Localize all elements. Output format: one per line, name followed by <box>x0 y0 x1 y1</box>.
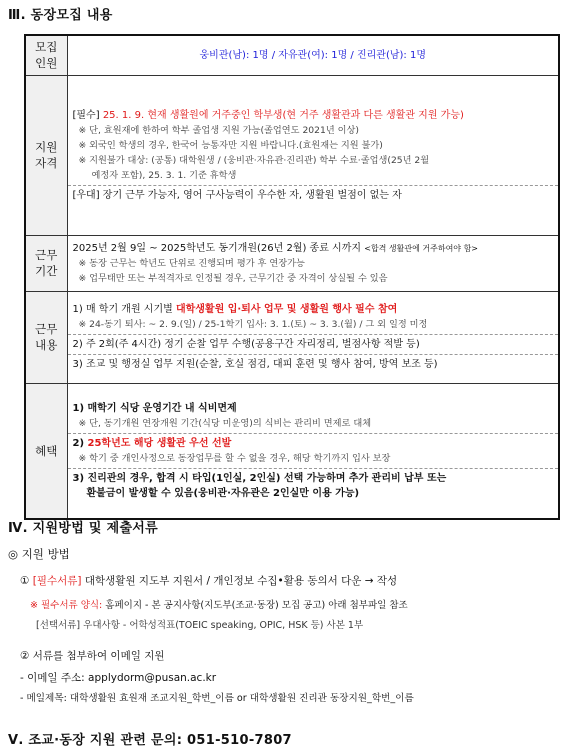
label-benefit-text: 혜택 <box>35 443 58 458</box>
duty-item-1 <box>73 302 554 317</box>
period-main <box>73 241 554 256</box>
period-note-1: ※ 동장 근무는 학년도 단위로 진행되며 평가 후 연장가능 <box>78 257 305 269</box>
benefit-item-3b: 환불금이 발생할 수 있음(웅비관·자유관은 2인실만 이용 가능) <box>86 487 360 499</box>
step-1-note <box>30 597 408 611</box>
step-1-note-red: ※ 필수서류 양식: <box>30 600 106 611</box>
step-1-tag: [필수서류] <box>32 575 82 587</box>
duty-item-2: 2) 주 2회(주 4시간) 정기 순찰 업무 수행(공용구간 자리정리, 벌점사항 적발 등) <box>72 339 420 350</box>
benefit-content <box>67 383 559 519</box>
qualification-note-1: ※ 단, 효원재에 한하여 학부 졸업생 지원 가능(졸업연도 2021년 이상) <box>78 124 359 136</box>
divider <box>68 185 559 186</box>
recruit-count: 웅비관(남): 1명 / 자유관(여): 1명 / 진리관(남): 1명 <box>67 35 559 75</box>
section5-title: Ⅴ. 조교·동장 지원 관련 문의: 051-510-7807 <box>8 733 292 748</box>
required-text: 25. 1. 9. 현재 생활원에 거주중인 학부생(현 거주 생활관과 다른 생활관 지원 가능) <box>102 109 464 121</box>
benefit-item-2-red: 25학년도 해당 생활관 우선 선발 <box>87 437 232 449</box>
benefit-item-3a: 3) 진리관의 경우, 합격 시 타입(1인실, 2인실) 선택 가능하며 추가 관리비 납부 또는 <box>72 472 447 484</box>
qualification-required <box>73 108 554 123</box>
table-row-duty <box>25 291 559 383</box>
benefit-item-2 <box>73 436 554 451</box>
period-main-text: 2025년 2월 9일 ~ 2025학년도 동기개원(26년 2월) 종료 시까지 <box>72 242 362 254</box>
label-benefit <box>25 383 67 519</box>
duty-item-1-pre: 1) 매 학기 개원 시기별 <box>72 304 176 315</box>
table-row-benefit <box>25 383 559 519</box>
step-1-text: 대학생활원 지도부 지원서 / 개인정보 수집•활용 동의서 다운 → 작성 <box>81 575 398 587</box>
divider <box>68 334 559 335</box>
divider <box>68 468 559 469</box>
required-tag: [필수] <box>72 109 100 121</box>
label-period-text: 근무 기간 <box>35 248 58 278</box>
subject-line: - 메일제목: 대학생활원 효원재 조교지원_학번_이름 or 대학생활원 진리관 동장지원_학번_이름 <box>20 693 414 704</box>
duty-item-1-red: 대학생활원 입·퇴사 업무 및 생활원 행사 필수 참여 <box>175 304 398 315</box>
qualification-preferred: [우대] 장기 근무 가능자, 영어 구사능력이 우수한 자, 생활원 벌점이 없는 자 <box>72 189 402 201</box>
period-content <box>67 235 559 291</box>
label-recruit-text: 모집 인원 <box>35 40 58 71</box>
benefit-item-2-note: ※ 학기 중 개인사정으로 동장업무를 할 수 없을 경우, 해당 학기까지 입사 보장 <box>78 452 391 464</box>
period-main-small: <합격 생활관에 거주하여야 함> <box>364 243 479 253</box>
recruit-table <box>24 34 560 520</box>
step-1-note-text: 홈페이지 - 본 공지사항(지도부(조교·동장) 모집 공고) 아래 첨부파일 참조 <box>105 600 408 611</box>
benefit-item-2-pre: 2) <box>72 437 88 449</box>
duty-item-1-note: ※ 24-동기 퇴사: ~ 2. 9.(일) / 25-1학기 입사: 3. 1.(토) ~ 3. 3.(월) / 그 외 일정 미정 <box>78 319 428 330</box>
divider <box>68 433 559 434</box>
table-row-recruit <box>25 35 559 75</box>
duty-content <box>67 291 559 383</box>
step-1-optional: [선택서류] 우대사항 - 어학성적표(TOEIC speaking, OPIC, HSK 등) 사본 1부 <box>36 620 364 631</box>
method-heading: ◎ 지원 방법 <box>8 547 70 561</box>
duty-item-3: 3) 조교 및 행정실 업무 지원(순찰, 호실 점검, 대피 훈련 및 행사 참여, 방역 보조 등) <box>72 359 438 370</box>
label-period <box>25 235 67 291</box>
label-qualification <box>25 75 67 235</box>
label-qualification-text: 지원 자격 <box>35 140 58 170</box>
benefit-item-1: 1) 매학기 식당 운영기간 내 식비면제 <box>72 402 237 414</box>
divider <box>68 354 559 355</box>
qualification-note-3b: 예정자 포함), 25. 3. 1. 기준 휴학생 <box>91 169 237 181</box>
benefit-item-1-note: ※ 단, 동기개원 연장개원 기간(식당 미운영)의 식비는 관리비 면제로 대체 <box>78 417 372 429</box>
section4-title: Ⅳ. 지원방법 및 제출서류 <box>8 521 159 536</box>
qualification-note-3: ※ 지원불가 대상: (공통) 대학원생 / (웅비관·자유관·진리관) 학부 수료·졸업생(25년 2월 <box>78 154 430 166</box>
step-1 <box>20 573 397 588</box>
period-note-2: ※ 업무태만 또는 부적격자로 인정될 경우, 근무기간 중 자격이 상실될 수 있음 <box>78 272 388 284</box>
step-1-num: ① <box>20 575 30 587</box>
label-recruit <box>25 35 67 75</box>
qualification-content <box>67 75 559 235</box>
qualification-note-2: ※ 외국인 학생의 경우, 한국어 능통자만 지원 바랍니다.(효원재는 지원 불가) <box>78 139 383 151</box>
step-2: ② 서류를 첨부하여 이메일 지원 <box>20 650 165 662</box>
email-line: - 이메일 주소: applydorm@pusan.ac.kr <box>20 672 217 684</box>
section3-title: Ⅲ. 동장모집 내용 <box>8 8 113 23</box>
table-row-qualification <box>25 75 559 235</box>
label-duty <box>25 291 67 383</box>
label-duty-text: 근무 내용 <box>35 322 58 352</box>
table-row-period <box>25 235 559 291</box>
